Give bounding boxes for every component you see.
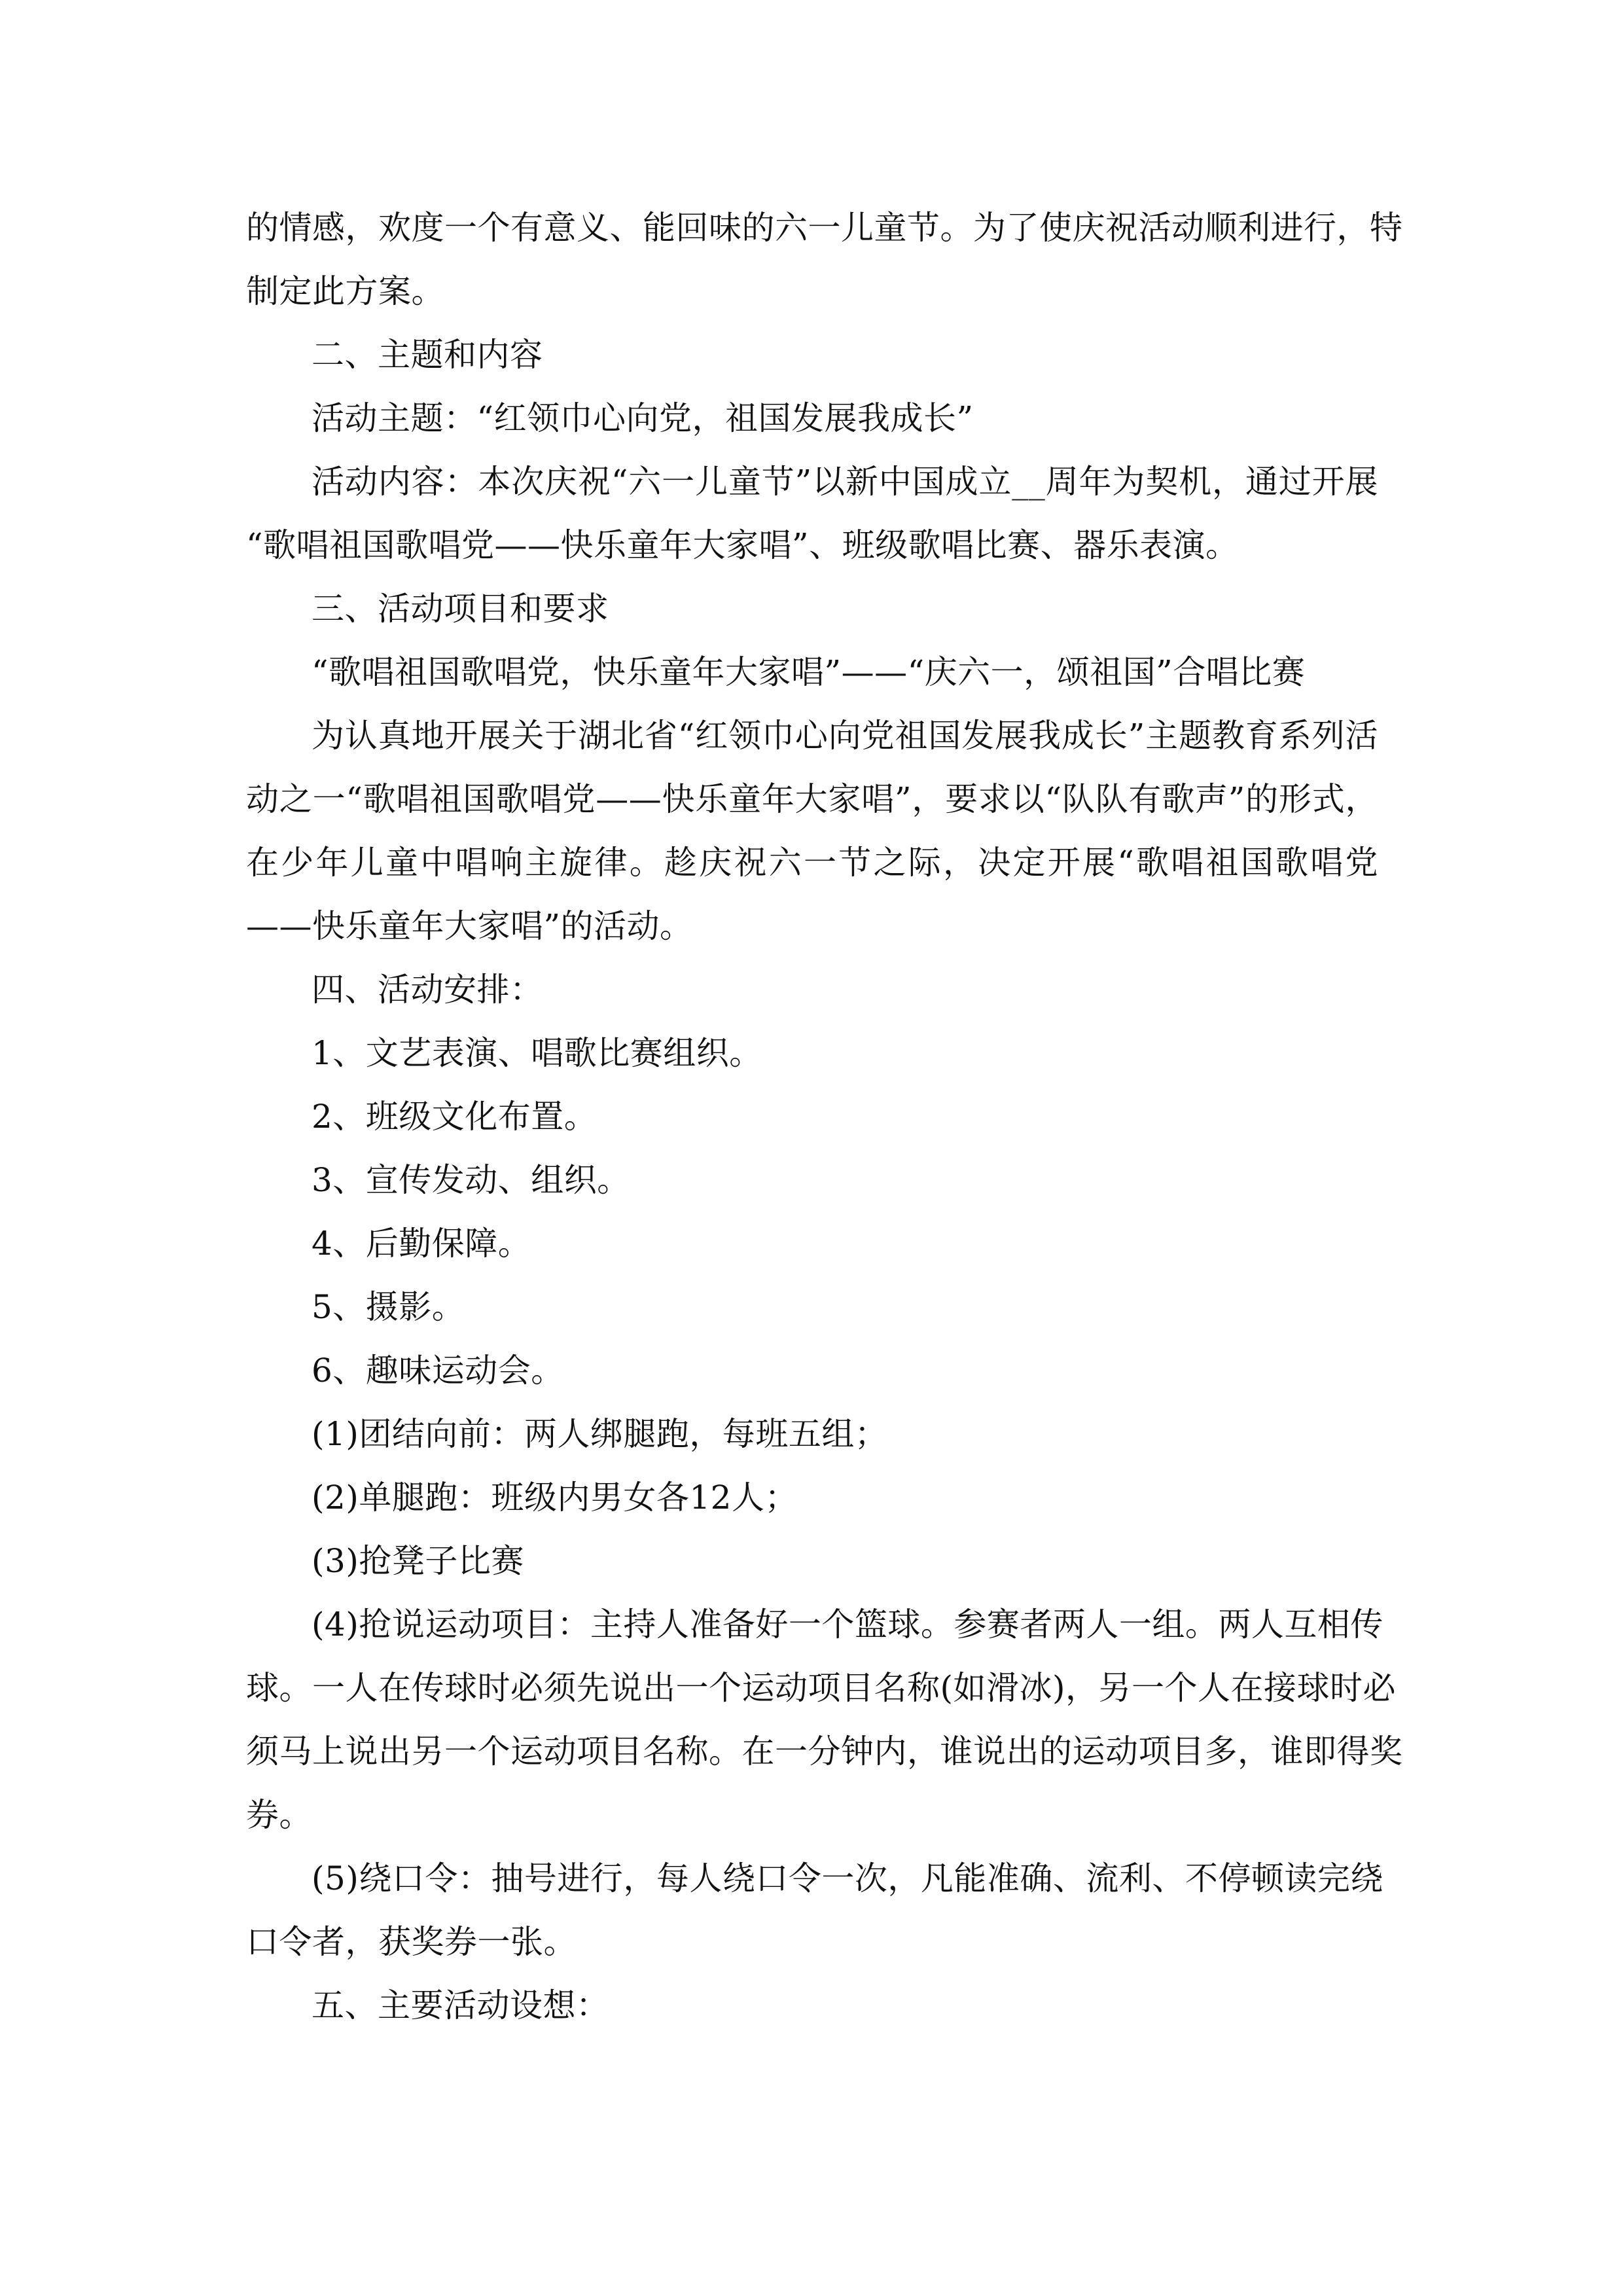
text-line: “歌唱祖国歌唱党，快乐童年大家唱”——“庆六一，颂祖国”合唱比赛 bbox=[312, 653, 1306, 691]
list-item: 5、摄影。 bbox=[312, 1288, 465, 1326]
text-line: 活动主题：“红领巾心向党，祖国发展我成长” bbox=[312, 399, 974, 437]
list-item: 2、班级文化布置。 bbox=[312, 1098, 597, 1136]
text-line: 制定此方案。 bbox=[246, 272, 444, 310]
list-item: 4、后勤保障。 bbox=[312, 1225, 531, 1263]
text-line: ——快乐童年大家唱”的活动。 bbox=[246, 907, 693, 945]
text-line: 球。一人在传球时必须先说出一个运动项目名称(如滑冰)，另一个人在接球时必 bbox=[246, 1669, 1397, 1707]
text-line: 口令者，获奖券一张。 bbox=[246, 1923, 577, 1961]
text-line: 动之一“歌唱祖国歌唱党——快乐童年大家唱”，要求以“队队有歌声”的形式， bbox=[246, 780, 1378, 818]
text-line: 活动内容：本次庆祝“六一儿童节”以新中国成立__周年为契机，通过开展 bbox=[312, 463, 1378, 501]
section-heading: 三、活动项目和要求 bbox=[312, 590, 609, 628]
text-line: 在少年儿童中唱响主旋律。趁庆祝六一节之际，决定开展“歌唱祖国歌唱党 bbox=[246, 844, 1378, 882]
list-item: 3、宣传发动、组织。 bbox=[312, 1161, 630, 1199]
list-item: 1、文艺表演、唱歌比赛组织。 bbox=[312, 1034, 762, 1072]
section-heading: 四、活动安排： bbox=[312, 971, 543, 1009]
sub-list-item: (3)抢凳子比赛 bbox=[312, 1542, 524, 1580]
text-line: “歌唱祖国歌唱党——快乐童年大家唱”、班级歌唱比赛、器乐表演。 bbox=[246, 526, 1239, 564]
sub-list-item: (5)绕口令：抽号进行，每人绕口令一次，凡能准确、流利、不停顿读完绕 bbox=[312, 1859, 1383, 1897]
section-heading: 二、主题和内容 bbox=[312, 336, 543, 374]
sub-list-item: (4)抢说运动项目：主持人准备好一个篮球。参赛者两人一组。两人互相传 bbox=[312, 1605, 1383, 1643]
text-line: 的情感，欢度一个有意义、能回味的六一儿童节。为了使庆祝活动顺利进行，特 bbox=[246, 209, 1403, 247]
document-page bbox=[246, 196, 1403, 2037]
list-item: 6、趣味运动会。 bbox=[312, 1352, 564, 1390]
section-heading: 五、主要活动设想： bbox=[312, 1986, 609, 2024]
text-line: 须马上说出另一个运动项目名称。在一分钟内，谁说出的运动项目多，谁即得奖 bbox=[246, 1732, 1403, 1770]
sub-list-item: (1)团结向前：两人绑腿跑，每班五组； bbox=[312, 1415, 888, 1453]
sub-list-item: (2)单腿跑：班级内男女各12人； bbox=[312, 1479, 798, 1516]
text-line: 券。 bbox=[246, 1796, 312, 1834]
text-line: 为认真地开展关于湖北省“红领巾心向党祖国发展我成长”主题教育系列活 bbox=[312, 717, 1378, 755]
